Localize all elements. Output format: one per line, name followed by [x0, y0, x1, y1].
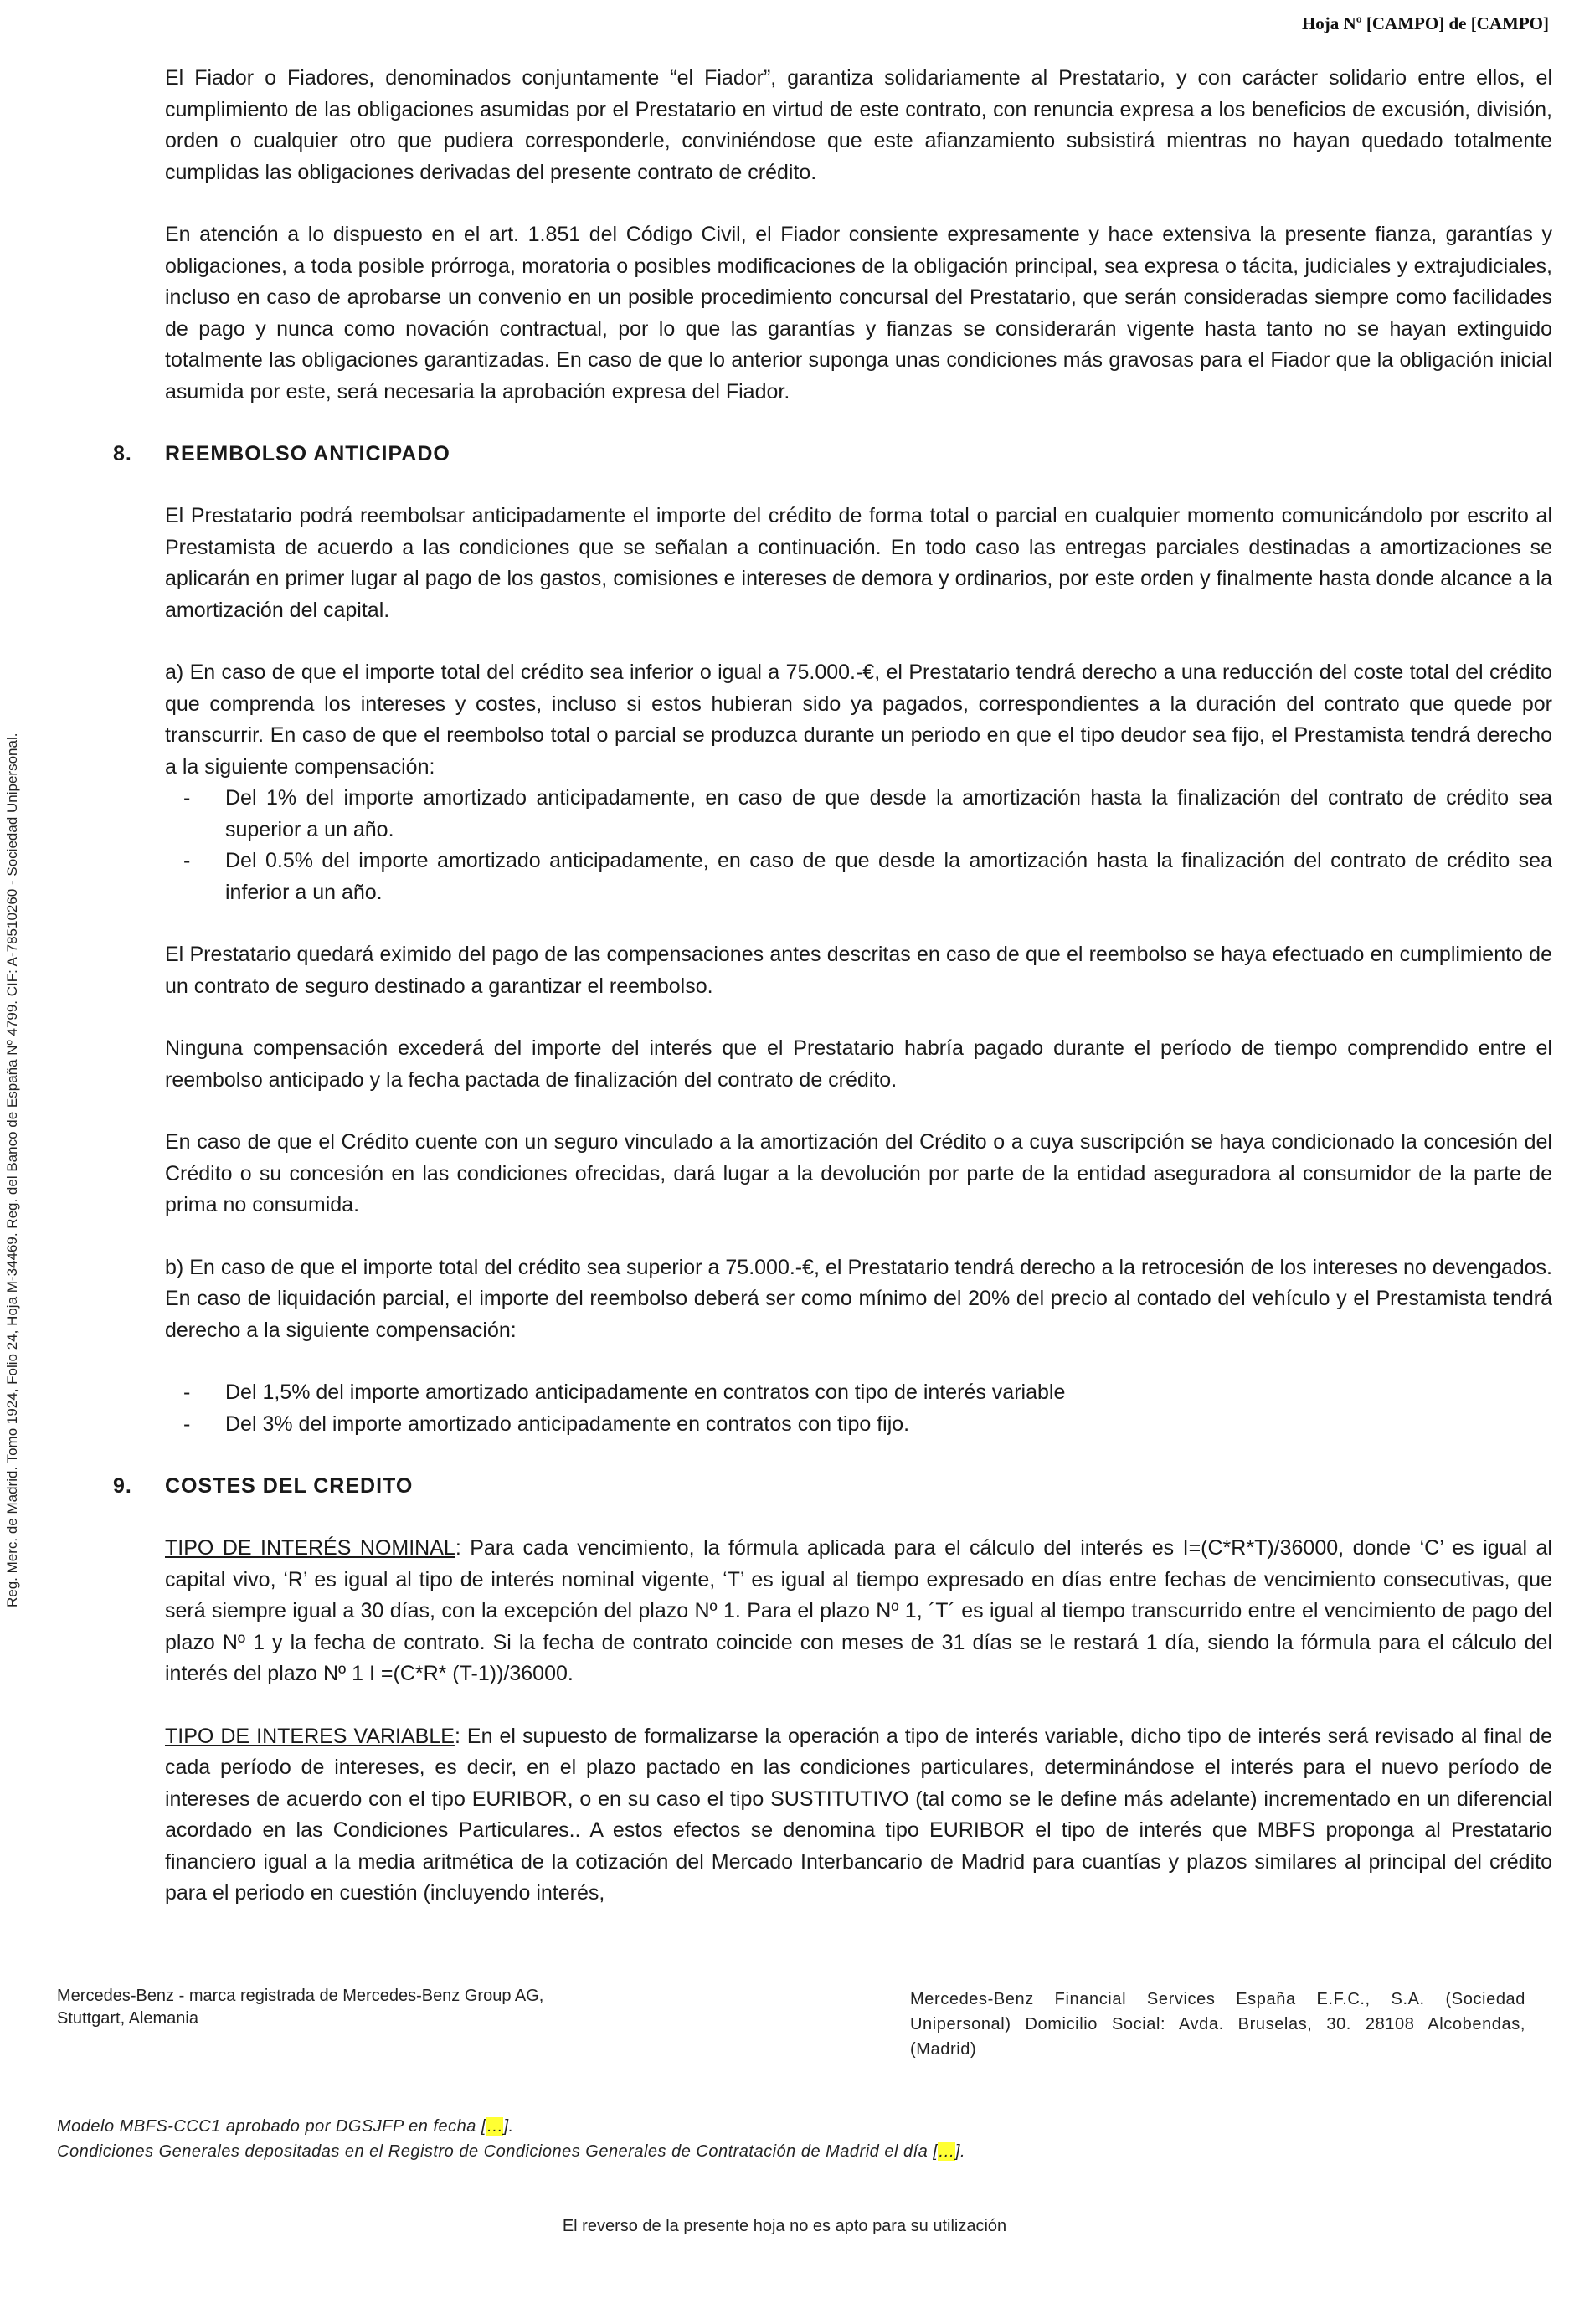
list-item-text: Del 3% del importe amortizado anticipadamente en contratos con tipo fijo.	[225, 1411, 910, 1436]
section-9-number: 9.	[113, 1474, 132, 1498]
early-repayment-paragraph: El Prestatario podrá reembolsar anticipadamente el importe del crédito de forma total o parcial en cualquier momento comunicándolo por escrito al Prestamista de acuerdo a las condiciones que se señalan a continuación. En todo caso las entregas parciales destinadas a amortizaciones se aplicarán en primer lugar al pago de los gastos, comisiones e intereses de demora y ordinarios, por este orden y finalmente hasta donde alcance a la amortización del capital.	[165, 504, 1552, 622]
section-8-title: REEMBOLSO ANTICIPADO	[165, 442, 450, 465]
section-8-heading	[113, 439, 1552, 470]
compensation-limit-paragraph: Ninguna compensación excederá del importe del interés que el Prestatario habría pagado durante el período de tiempo comprendido entre el reembolso anticipado y la fecha pactada de finalización del contrato de crédito.	[165, 1036, 1552, 1092]
variable-rate-paragraph	[165, 1721, 1552, 1910]
list-item: - Del 3% del importe amortizado anticipadamente en contratos con tipo fijo.	[183, 1411, 910, 1436]
list-item-text: Del 1% del importe amortizado anticipadamente, en caso de que desde la amortización hasta la finalización del contrato de crédito sea superior a un año.	[225, 786, 1552, 841]
insurance-exemption-paragraph: El Prestatario quedará eximido del pago de las compensaciones antes descritas en caso de que el reembolso se haya efectuado en cumplimiento de un contrato de seguro destinado a garantizar el reembolso.	[165, 943, 1552, 998]
conditions-date-placeholder: …	[938, 2142, 955, 2161]
early-repayment-case-a: a) En caso de que el importe total del crédito sea inferior o igual a 75.000.-€, el Prestatario tendrá derecho a una reducción del coste total del crédito que comprenda los intereses y costes, incluso si estos hubieran sido ya pagados, correspondientes a la duración del contrato que quede por transcurrir. En caso de que el reembolso total o parcial se produzca durante un periodo en que el tipo deudor sea fijo, el Prestamista tendrá derecho a la siguiente compensación:	[165, 661, 1552, 779]
case-b-compensation-list	[165, 1377, 1552, 1440]
approval-notes	[57, 2114, 1480, 2164]
list-item-text: Del 1,5% del importe amortizado anticipadamente en contratos con tipo de interés variable	[225, 1381, 1066, 1404]
registry-side-note: Reg. Merc. de Madrid. Tomo 1924, Folio 24, Hoja M-34469. Reg. del Banco de España Nº 4799. CIF: A-78510260 - Sociedad Unipersonal.	[4, 733, 20, 1607]
model-approval-text: Modelo MBFS-CCC1 aprobado por DGSJFP en fecha [	[57, 2117, 486, 2136]
case-a-compensation-list	[165, 783, 1552, 908]
nominal-rate-paragraph	[165, 1533, 1552, 1690]
list-item: - Del 0.5% del importe amortizado anticipadamente, en caso de que desde la amortización hasta la finalización del contrato de crédito sea inferior a un año.	[183, 849, 1552, 904]
model-date-placeholder: …	[486, 2117, 504, 2136]
linked-insurance-paragraph: En caso de que el Crédito cuente con un seguro vinculado a la amortización del Crédito o a cuya suscripción se haya condicionado la concesión del Crédito o su concesión en las condiciones ofrecidas, dará lugar a la devolución por parte de la entidad aseguradora al consumidor de la parte de prima no consumida.	[165, 1130, 1552, 1216]
model-approval-line	[57, 2114, 1480, 2139]
company-details: Mercedes-Benz Financial Services España E.F.C., S.A. (Sociedad Unipersonal) Domicilio Social: Avda. Bruselas, 30. 28108 Alcobendas, (Madrid)	[910, 1990, 1525, 2059]
list-item-text: Del 0.5% del importe amortizado anticipadamente, en caso de que desde la amortización hasta la finalización del contrato de crédito sea inferior a un año.	[225, 849, 1552, 904]
conditions-deposit-line	[57, 2139, 1480, 2164]
early-repayment-case-b: b) En caso de que el importe total del crédito sea superior a 75.000.-€, el Prestatario tendrá derecho a la retrocesión de los intereses no devengados. En caso de liquidación parcial, el importe del reembolso deberá ser como mínimo del 20% del precio al contado del vehículo y el Prestamista tendrá derecho a la siguiente compensación:	[165, 1255, 1552, 1342]
page-reference: Hoja Nº [CAMPO] de [CAMPO]	[1301, 13, 1549, 33]
section-8-number: 8.	[113, 442, 132, 465]
conditions-deposit-suffix: ].	[954, 2142, 966, 2161]
conditions-deposit-text: Condiciones Generales depositadas en el Registro de Condiciones Generales de Contratación de Madrid el día [	[57, 2142, 939, 2161]
section-9-heading	[113, 1471, 1552, 1502]
guarantor-paragraph-2: En atención a lo dispuesto en el art. 1.851 del Código Civil, el Fiador consiente expresamente y hace extensiva la presente fianza, garantías y obligaciones, a toda posible prórroga, moratoria o posibles modificaciones de la obligación principal, sea expresa o tácita, judiciales y extrajudiciales, incluso en caso de aprobarse un convenio en un posible procedimiento concursal del Prestatario, que serán consideradas siempre como facilidades de pago y nunca como novación contractual, por lo que las garantías y fianzas se considerarán vigente hasta tanto no se hayan extinguido totalmente las obligaciones garantizadas. En caso de que lo anterior suponga unas condiciones más gravosas para el Fiador que la obligación inicial asumida por este, será necesaria la aprobación expresa del Fiador.	[165, 223, 1552, 404]
nominal-rate-label: TIPO DE INTERÉS NOMINAL	[165, 1536, 455, 1560]
model-approval-suffix: ].	[503, 2117, 514, 2136]
guarantor-paragraph-1: El Fiador o Fiadores, denominados conjuntamente “el Fiador”, garantiza solidariamente al Prestatario, y con carácter solidario entre ellos, el cumplimiento de las obligaciones asumidas por el Prestatario en virtud de este contrato, con renuncia expresa a los beneficios de excusión, división, orden o cualquier otro que pudiera corresponderle, conviniéndose que este afianzamiento subsistirá mientras no hayan quedado totalmente cumplidas las obligaciones derivadas del presente contrato de crédito.	[165, 66, 1552, 184]
variable-rate-text: : En el supuesto de formalizarse la operación a tipo de interés variable, dicho tipo de interés será revisado al final de cada período de intereses, es decir, en el plazo pactado en las condiciones particulares, determinándose el interés para el nuevo período de intereses de acuerdo con el tipo EURIBOR, o en su caso el tipo SUSTITUTIVO (tal como se le define más adelante) incrementado en un diferencial acordado en las Condiciones Particulares.. A estos efectos se denomina tipo EURIBOR el tipo de interés que MBFS proponga al Prestatario financiero igual a la media aritmética de la cotización del Mercado Interbancario de Madrid para cuantías y plazos similares al principal del crédito para el periodo en cuestión (incluyendo interés,	[165, 1724, 1552, 1905]
trademark-note: Mercedes-Benz - marca registrada de Mercedes-Benz Group AG, Stuttgart, Alemania	[57, 1987, 544, 2028]
variable-rate-label: TIPO DE INTERES VARIABLE	[165, 1724, 455, 1748]
list-item: - Del 1% del importe amortizado anticipadamente, en caso de que desde la amortización hasta la finalización del contrato de crédito sea superior a un año.	[183, 786, 1552, 841]
document-body	[113, 63, 1552, 1910]
nominal-rate-text: : Para cada vencimiento, la fórmula aplicada para el cálculo del interés es I=(C*R*T)/36000, donde ‘C’ es igual al capital vivo, ‘R’ es igual al tipo de interés nominal vigente, ‘T’ es igual al tiempo expresado en días entre fechas de vencimiento consecutivas, que será siempre igual a 30 días, con la excepción del plazo Nº 1. Para el plazo Nº 1, ´T´ es igual al tiempo transcurrido entre el vencimiento de pago del plazo Nº 1 y la fecha de contrato. Si la fecha de contrato coincide con meses de 31 días se le restará 1 día, siendo la fórmula para el cálculo del interés del plazo Nº 1 I =(C*R* (T-1))/36000.	[165, 1536, 1552, 1685]
list-item: - Del 1,5% del importe amortizado anticipadamente en contratos con tipo de interés variable	[183, 1381, 1066, 1404]
section-9-title: COSTES DEL CREDITO	[165, 1474, 414, 1498]
reverse-side-note: El reverso de la presente hoja no es apto para su utilización	[562, 2217, 1007, 2235]
